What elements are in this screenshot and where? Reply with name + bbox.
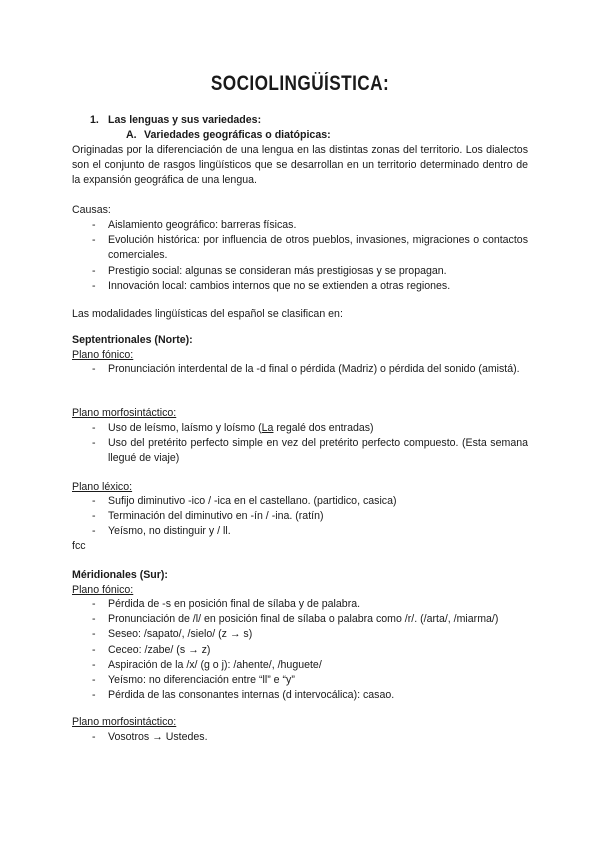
list-item: - Pronunciación interdental de la -d final o pérdida (Madriz) o pérdida del sonido (amistá). [72, 362, 528, 377]
list-item: - Prestigio social: algunas se consideran más prestigiosas y se propagan. [72, 264, 528, 279]
list-item: - Terminación del diminutivo en -ín / -ina. (ratín) [72, 509, 528, 524]
causas-label: Causas: [72, 204, 111, 216]
list-item: - Uso del pretérito perfecto simple en vez del pretérito perfecto compuesto. (Esta semana llegué de viaje) [72, 436, 528, 466]
list-item [72, 421, 528, 436]
sur-morfo-label: Plano morfosintáctico: [72, 716, 177, 728]
section-heading-text: Las lenguas y sus variedades: [108, 114, 262, 126]
list-item: - Pérdida de las consonantes internas (d intervocálica): casao. [72, 688, 528, 703]
sur-morfo-list [72, 730, 528, 745]
norte-morfo-list [72, 421, 528, 467]
list-item-text: regalé dos entradas) [273, 422, 374, 434]
list-item-text: Uso de leísmo, laísmo y loísmo ( [108, 422, 262, 434]
section-heading [72, 113, 546, 128]
causas-list [72, 218, 528, 294]
subsection-heading [72, 128, 582, 143]
page-title: SOCIOLINGÜÍSTICA: [210, 72, 390, 95]
norte-heading: Septentrionales (Norte): [72, 334, 193, 346]
subsection-letter: A. [126, 129, 137, 141]
sur-heading: Méridionales (Sur): [72, 569, 168, 581]
sur-fonico-list [72, 597, 528, 703]
norte-fonico-list [72, 362, 528, 377]
list-item: - Seseo: /sapato/, /sielo/ (z → s) [72, 627, 528, 642]
sur-fonico-label: Plano fónico: [72, 584, 134, 596]
norte-lexico-label: Plano léxico: [72, 481, 133, 493]
list-item: - Yeísmo, no distinguir y / ll. [72, 524, 528, 539]
norte-morfo-label: Plano morfosintáctico: [72, 407, 177, 419]
underlined-word: La [261, 422, 274, 434]
list-item: - Aspiración de la /x/ (g o j): /ahente/, /huguete/ [72, 658, 528, 673]
list-item: - Aislamiento geográfico: barreras físicas. [72, 218, 528, 233]
list-item: - Sufijo diminutivo -ico / -ica en el castellano. (partidico, casica) [72, 494, 528, 509]
subsection-heading-text: Variedades geográficas o diatópicas: [144, 129, 331, 141]
note-text: fcc [72, 540, 86, 552]
norte-lexico-list [72, 494, 528, 540]
list-item: - Evolución histórica: por influencia de otros pueblos, invasiones, migraciones o contactos comerciales. [72, 233, 528, 263]
list-item: - Vosotros → Ustedes. [72, 730, 528, 745]
list-item: - Ceceo: /zabe/ (s → z) [72, 643, 528, 658]
list-item: - Yeísmo: no diferenciación entre “ll” e “y” [72, 673, 528, 688]
section-number: 1. [90, 114, 99, 126]
list-item: - Pérdida de -s en posición final de sílaba y de palabra. [72, 597, 528, 612]
list-item: - Pronunciación de /l/ en posición final de sílaba o palabra como /r/. (/arta/, /miarma/) [72, 612, 528, 627]
modalidades-intro: Las modalidades lingüísticas del español se clasifican en: [72, 308, 343, 320]
list-item: - Innovación local: cambios internos que no se extienden a otras regiones. [72, 279, 528, 294]
intro-paragraph: Originadas por la diferenciación de una lengua en las distintas zonas del territorio. Los dialectos son el conjunto de rasgos lingüísticos que se desarrollan en un territorio determinado dentro de la expansión geográfica de una lengua. [72, 144, 528, 187]
norte-fonico-label: Plano fónico: [72, 349, 134, 361]
